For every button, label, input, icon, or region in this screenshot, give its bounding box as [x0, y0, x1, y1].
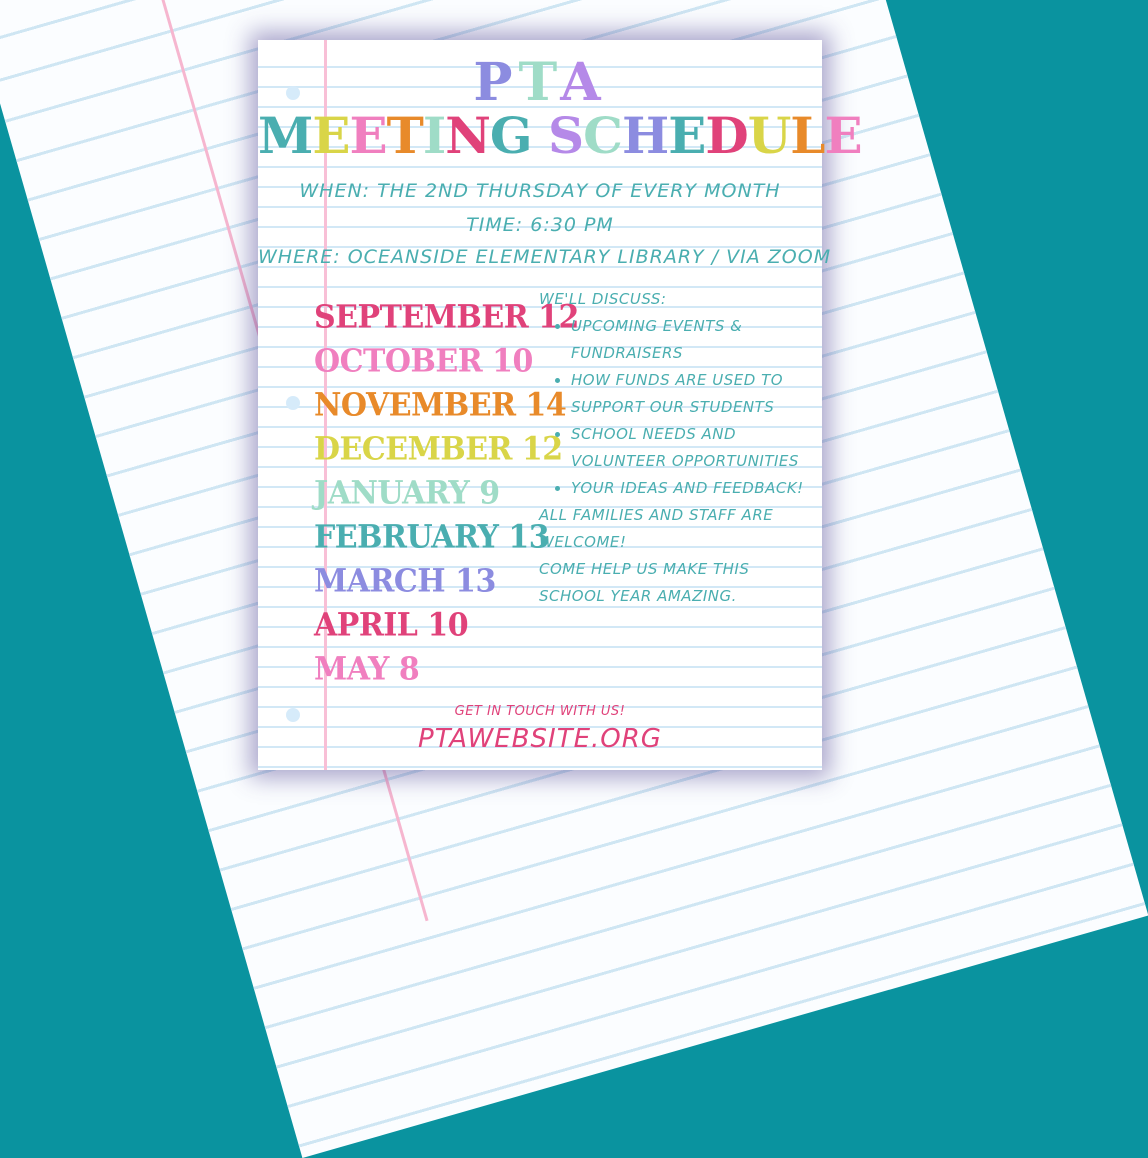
title-main-letter: N	[445, 106, 490, 165]
punch-hole-icon	[286, 396, 300, 410]
meeting-date: NOVEMBER 14	[314, 387, 567, 424]
discuss-item: • SCHOOL NEEDS AND VOLUNTEER OPPORTUNITIES	[571, 421, 809, 475]
title-main-letter: E	[824, 106, 862, 165]
title-main-letter	[532, 106, 548, 165]
meeting-date: JANUARY 9	[314, 475, 500, 512]
closing-text: COME HELP US MAKE THIS SCHOOL YEAR AMAZING.	[539, 560, 750, 605]
title-main-letter: E	[312, 106, 350, 165]
info-when: WHEN: THE 2ND THURSDAY OF EVERY MONTH	[299, 180, 781, 202]
title-main-letter: G	[489, 106, 532, 165]
meeting-date: APRIL 10	[314, 607, 469, 644]
title-main-letter: H	[621, 106, 669, 165]
title-main-letter: E	[668, 106, 706, 165]
title-meeting-schedule	[258, 106, 862, 165]
discuss-item: • YOUR IDEAS AND FEEDBACK!	[571, 475, 809, 502]
title-main-letter: M	[258, 106, 313, 165]
title-main-letter: E	[349, 106, 387, 165]
meeting-date: MAY 8	[314, 651, 420, 688]
title-main-letter: S	[548, 106, 584, 165]
title-main-letter: U	[747, 106, 791, 165]
title-pta-letter: P	[473, 52, 519, 113]
meeting-date: OCTOBER 10	[314, 343, 533, 380]
title-pta-letter: T	[518, 52, 561, 113]
title-pta	[258, 52, 822, 113]
meeting-flyer	[258, 40, 862, 770]
title-main-letter: T	[386, 106, 423, 165]
welcome-text: ALL FAMILIES AND STAFF ARE WELCOME!	[539, 506, 774, 551]
meeting-date: MARCH 13	[314, 563, 496, 600]
discuss-item: • UPCOMING EVENTS & FUNDRAISERS	[571, 313, 809, 367]
meeting-date: DECEMBER 12	[314, 431, 563, 468]
title-main-letter: I	[422, 106, 446, 165]
discuss-item: • HOW FUNDS ARE USED TO SUPPORT OUR STUDENTS	[571, 367, 809, 421]
title-main-letter: L	[790, 106, 825, 165]
info-where: WHERE: OCEANSIDE ELEMENTARY LIBRARY / VIA ZOOM	[258, 246, 832, 268]
discussion-topics	[539, 286, 809, 610]
discuss-list	[539, 313, 809, 502]
meeting-date: FEBRUARY 13	[314, 519, 550, 556]
contact-label: GET IN TOUCH WITH US!	[454, 704, 626, 719]
meeting-date: SEPTEMBER 12	[314, 299, 579, 336]
discuss-heading: WE'LL DISCUSS:	[539, 290, 667, 308]
website-link[interactable]: PTAWEBSITE.ORG	[418, 724, 662, 754]
info-time: TIME: 6:30 PM	[466, 214, 614, 236]
title-main-letter: C	[583, 106, 622, 165]
title-main-letter: D	[705, 106, 748, 165]
title-pta-letter: A	[560, 52, 607, 113]
